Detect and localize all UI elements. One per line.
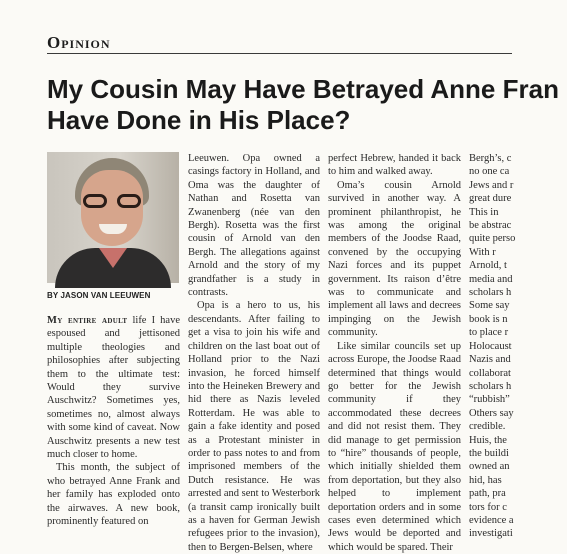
column-line: Holocaust xyxy=(469,340,512,352)
paragraph-text: life I have espoused and jettisoned multiple theologies and philosophies after subjecting them to the ultimate test: Would they survive Auschwitz? Sometimes yes, sometimes no, almost always with some kind of caveat. Now Auschwitz presents a new test much closer to home. xyxy=(47,315,180,461)
column-line: scholars h xyxy=(469,380,512,392)
headline-line-2: Have Done in His Place? xyxy=(47,105,351,135)
column-line: tors for c xyxy=(469,501,507,513)
column-line: be abstrac xyxy=(469,220,512,232)
column-line: investigati xyxy=(469,528,513,540)
photo-glasses xyxy=(83,194,141,210)
article-headline xyxy=(47,74,567,136)
column-line: This in xyxy=(469,206,499,218)
column-line: With r xyxy=(469,246,496,258)
paragraph: Like similar councils set up across Europe, the Joodse Raad determined that things would go better for the Jewish community if they accommodated these decrees and did not resist them. They did manage to get permission to “hire” thousands of people, which initially shielded them from deportation, but they also helped to implement deportation orders and in some cases even determined which Jews would be deported and which would be spared. Their xyxy=(328,340,461,553)
column-line: Nazis and xyxy=(469,354,511,366)
article-column-4-partial xyxy=(469,152,529,540)
column-line: scholars h xyxy=(469,287,512,299)
column-line: Huis, the xyxy=(469,434,507,446)
column-line: Arnold, t xyxy=(469,260,507,272)
article-column-1 xyxy=(47,314,180,528)
column-line: book is n xyxy=(469,313,508,325)
column-line: Some say xyxy=(469,300,510,312)
column-line: quite perso xyxy=(469,233,516,245)
paragraph xyxy=(47,314,180,461)
paragraph: Leeuwen. Opa owned a casings factory in Holland, and Oma was the daughter of Nathan and Rosetta van Zwanenberg (née van den Bergh). Rosetta was the first cousin of Arnold van den Bergh. The allegations against Arnold and the story of my grandfather is a study in contrasts. xyxy=(188,153,320,299)
column-line: Bergh’s, c xyxy=(469,153,512,164)
column-line: Jews and r xyxy=(469,179,514,191)
column-line: no one ca xyxy=(469,166,510,178)
column-line: “rubbish” xyxy=(469,394,510,406)
column-line: media and xyxy=(469,273,513,285)
column-line: path, pra xyxy=(469,488,506,500)
column-line: evidence a xyxy=(469,514,514,526)
paragraph: This month, the subject of who betrayed Anne Frank and her family has exploded onto the airwaves. A new book, prominently featured on xyxy=(47,462,180,528)
paragraph: Opa is a hero to us, his descendants. After failing to get a visa to join his wife and children on the last boat out of Holland prior to the Nazi invasion, he forced himself into the Heineken Brewery and hid there as Nazis leveled Rotterdam. He was able to gain a fake identity and posed as a Protestant minister in order to pass notes to and from imprisoned members of the Dutch resistance. He was arrested and sent to Westerbork (a transit camp ironically built as a haven for German Jewish refugees prior to the invasion), then to Bergen-Belsen, where xyxy=(188,300,320,553)
column-line: Others say xyxy=(469,407,514,419)
paragraph: perfect Hebrew, handed it back to him and walked away. xyxy=(328,153,461,178)
headline-line-1: My Cousin May Have Betrayed Anne Fran xyxy=(47,74,559,104)
column-line: owned an xyxy=(469,461,510,473)
byline: BY JASON VAN LEEUWEN xyxy=(47,291,151,300)
section-label: Opinion xyxy=(47,33,111,52)
column-line: collaborat xyxy=(469,367,511,379)
paragraph: Oma’s cousin Arnold survived in another way. A prominent philanthropist, he was among the original members of the Joodse Raad, convened by the occupying Nazi forces and its puppet government. Its raison d’être was to communicate and implement all laws and decrees impinging on the Jewish community. xyxy=(328,179,461,339)
column-line: the buildi xyxy=(469,447,509,459)
article-column-2 xyxy=(188,152,320,553)
column-line: great dure xyxy=(469,193,512,205)
author-photo xyxy=(47,152,179,283)
article-column-3 xyxy=(328,152,461,553)
column-line: hid, has xyxy=(469,474,502,486)
column-line: credible. xyxy=(469,421,506,433)
section-header xyxy=(47,33,512,54)
lead-in: My entire adult xyxy=(47,315,128,326)
column-line: to place r xyxy=(469,327,509,339)
